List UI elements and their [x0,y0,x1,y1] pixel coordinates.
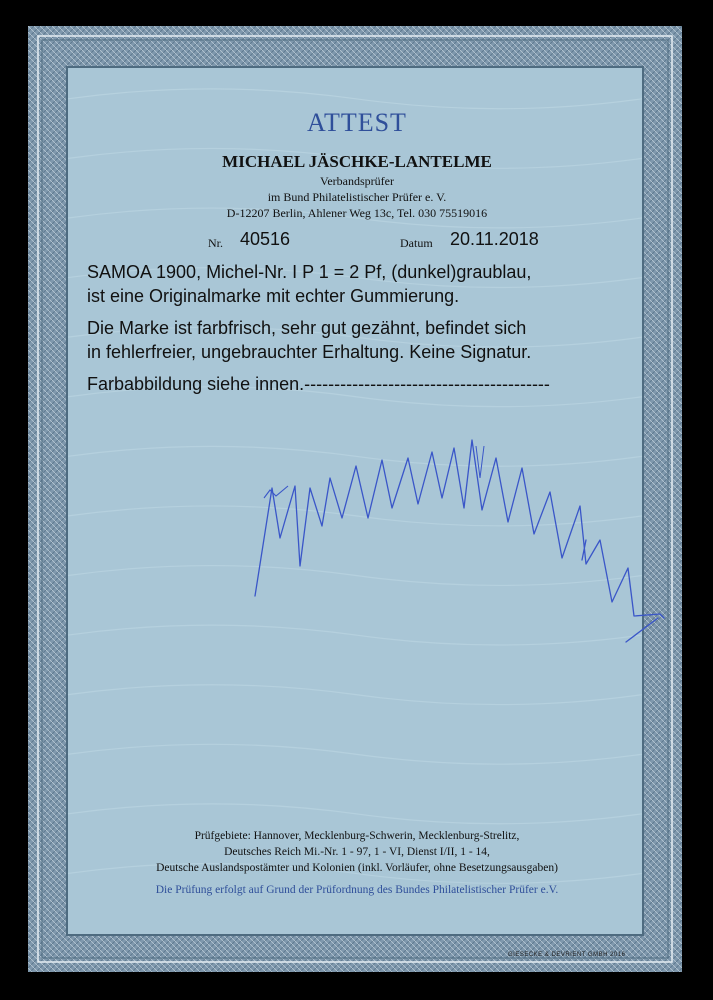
body-line-3: Die Marke ist farbfrisch, sehr gut gezähnt, befindet sich [87,318,527,338]
issuer-name: MICHAEL JÄSCHKE-LANTELME [222,152,492,171]
footer-line-1: Prüfgebiete: Hannover, Mecklenburg-Schwerin, Mecklenburg-Strelitz, [194,830,520,842]
printer-copyright: GIESECKE & DEVRIENT GMBH 2016 [508,952,626,958]
issuer-address: D-12207 Berlin, Ahlener Weg 13c, Tel. 030 75519016 [226,206,488,220]
footer-line-2: Deutsches Reich Mi.-Nr. 1 - 97, 1 - VI, Dienst I/II, 1 - 14, [224,846,490,858]
footer-line-3: Deutsche Auslandspostämter und Kolonien (inkl. Vorläufer, ohne Besetzungsausgaben) [156,862,558,874]
body-line-1: SAMOA 1900, Michel-Nr. I P 1 = 2 Pf, (dunkel)graublau, [87,262,532,282]
body-line-5: Farbabbildung siehe innen.----------------------------------------- [87,374,550,394]
body-line-4: in fehlerfreier, ungebrauchter Erhaltung. Keine Signatur. [87,342,532,362]
issuer-role: Verbandsprüfer [320,174,394,188]
certificate-date: 20.11.2018 [450,229,539,249]
date-label: Datum [400,236,433,250]
certificate-number: 40516 [240,229,291,249]
certificate-title: ATTEST [307,108,407,137]
footer-line-4: Die Prüfung erfolgt auf Grund der Prüfordnung des Bundes Philatelistischer Prüfer e.V. [155,884,559,896]
handwritten-signature [250,438,670,708]
number-label: Nr. [208,236,223,250]
body-line-2: ist eine Originalmarke mit echter Gummierung. [87,286,460,306]
issuer-association: im Bund Philatelistischer Prüfer e. V. [267,190,447,204]
